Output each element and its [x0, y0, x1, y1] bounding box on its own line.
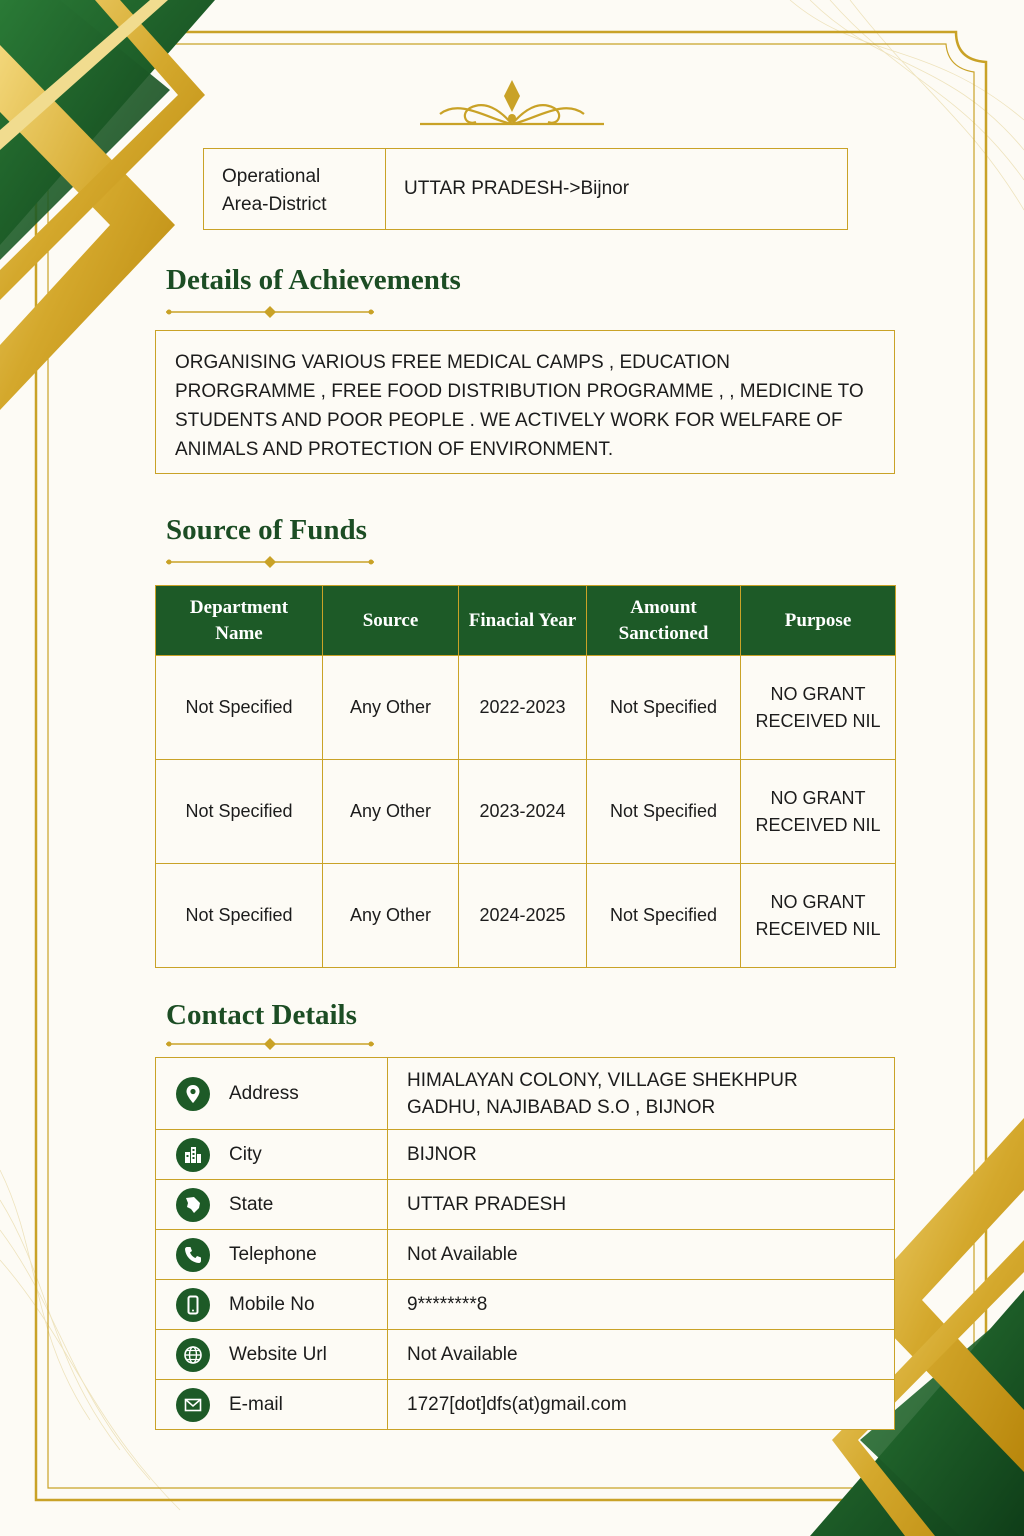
contact-row-city [156, 1130, 895, 1180]
achievements-text: ORGANISING VARIOUS FREE MEDICAL CAMPS , EDUCATION PRORGRAMME , FREE FOOD DISTRIBUTION PROGRAMME , , MEDICINE TO STUDENTS AND POOR PEOPLE . WE ACTIVELY WORK FOR WELFARE OF ANIMALS AND PROTECTION OF ENVIRONMENT. [155, 330, 895, 474]
funds-heading: Source of Funds [166, 514, 367, 546]
purpose-cell: NO GRANT RECEIVED NIL [741, 656, 896, 760]
department-cell: Not Specified [156, 760, 323, 864]
phone-icon [176, 1238, 210, 1272]
heading-divider [166, 1037, 374, 1051]
amount-cell: Not Specified [587, 864, 741, 968]
table-row [156, 760, 896, 864]
achievements-heading: Details of Achievements [166, 264, 461, 296]
city-value: BIJNOR [388, 1130, 895, 1180]
column-header: Purpose [741, 586, 896, 656]
contact-row-telephone [156, 1230, 895, 1280]
purpose-cell: NO GRANT RECEIVED NIL [741, 760, 896, 864]
contact-label: Address [229, 1082, 299, 1104]
contact-row-state [156, 1180, 895, 1230]
operational-area-label: Operational Area-District [204, 149, 386, 229]
amount-cell: Not Specified [587, 656, 741, 760]
source-cell: Any Other [323, 656, 459, 760]
contact-label: Website Url [229, 1343, 327, 1365]
column-header: Amount Sanctioned [587, 586, 741, 656]
heading-divider [166, 305, 374, 319]
contact-row-email [156, 1380, 895, 1430]
contact-label: State [229, 1193, 274, 1215]
funds-table [155, 585, 896, 968]
mobile-value: 9********8 [388, 1280, 895, 1330]
mobile-icon [176, 1288, 210, 1322]
amount-cell: Not Specified [587, 760, 741, 864]
contact-label: City [229, 1143, 262, 1165]
year-cell: 2024-2025 [459, 864, 587, 968]
envelope-icon [176, 1388, 210, 1422]
website-value: Not Available [388, 1330, 895, 1380]
column-header: Source [323, 586, 459, 656]
contact-label: E-mail [229, 1393, 283, 1415]
state-value: UTTAR PRADESH [388, 1180, 895, 1230]
source-cell: Any Other [323, 864, 459, 968]
department-cell: Not Specified [156, 656, 323, 760]
buildings-icon [176, 1138, 210, 1172]
operational-area-value: UTTAR PRADESH->Bijnor [404, 178, 630, 199]
telephone-value: Not Available [388, 1230, 895, 1280]
purpose-cell: NO GRANT RECEIVED NIL [741, 864, 896, 968]
operational-area-box [203, 148, 848, 230]
table-header-row [156, 586, 896, 656]
source-cell: Any Other [323, 760, 459, 864]
location-pin-icon [176, 1077, 210, 1111]
contact-table [155, 1057, 895, 1430]
state-map-icon [176, 1188, 210, 1222]
column-header: Department Name [156, 586, 323, 656]
table-row [156, 864, 896, 968]
department-cell: Not Specified [156, 864, 323, 968]
contact-row-mobile [156, 1280, 895, 1330]
year-cell: 2023-2024 [459, 760, 587, 864]
column-header: Finacial Year [459, 586, 587, 656]
contact-label: Telephone [229, 1243, 317, 1265]
globe-icon [176, 1338, 210, 1372]
table-row [156, 656, 896, 760]
contact-heading: Contact Details [166, 999, 357, 1031]
year-cell: 2022-2023 [459, 656, 587, 760]
contact-label: Mobile No [229, 1293, 315, 1315]
contact-row-website [156, 1330, 895, 1380]
address-value: HIMALAYAN COLONY, VILLAGE SHEKHPUR GADHU, NAJIBABAD S.O , BIJNOR [388, 1058, 895, 1130]
email-value[interactable]: 1727[dot]dfs(at)gmail.com [388, 1380, 895, 1430]
heading-divider [166, 555, 374, 569]
contact-row-address [156, 1058, 895, 1130]
